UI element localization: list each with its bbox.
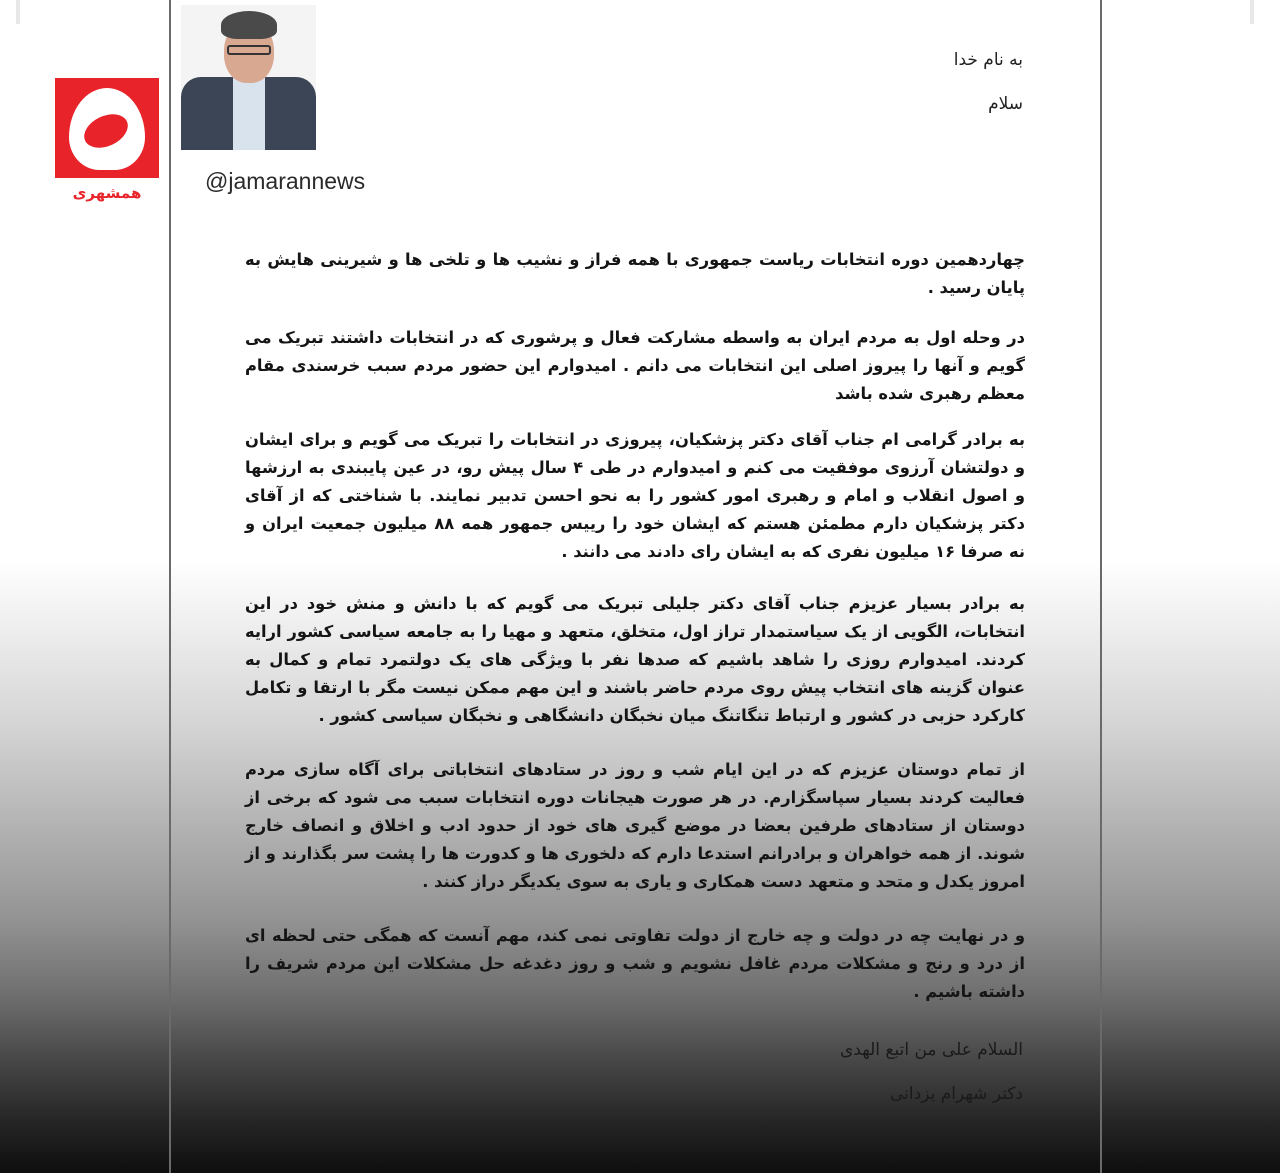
paragraph-text: به برادر بسیار عزیزم جناب آقای دکتر جلیلی تبریک می گویم که با دانش و منش خود در این انتخابات، الگویی از یک سیاستمدار تراز اول، متخلق، متعهد و مهیا را به جامعه سیاسی کشور ارایه کردند. امیدوارم روزی را شاهد باشیم که صدها نفر با ویژگی های یک دولتمرد تمام و کمال به عنوان گزینه های انتخاب پیش روی مردم حاضر باشند و این مهم ممکن نیست مگر با ارتقا و تکامل کارکرد حزبی در کشور و ارتباط تنگاتنگ میان نخبگان دانشگاهی و نخبگان سیاسی کشور . [245,594,1025,725]
edge-mark [16,0,20,24]
paragraph-text: به برادر گرامی ام جناب آقای دکتر پزشکیان، پیروزی در انتخابات را تبریک می گویم و برای ایشان و دولتشان آرزوی موفقیت می کنم و امیدوارم در طی ۴ سال پیش رو، در عین پایبندی به ارزشها و اصول انقلاب و امام و رهبری امور کشور را به نحو احسن تدبیر نمایند. با شناختی که از آقای دکتر پزشکیان دارم مطمئن هستم که ایشان خود را رییس جمهور همه ۸۸ میلیون جمعیت ایران و نه صرفا ۱۶ میلیون نفری که به ایشان رای دادند می دانند . [245,430,1026,561]
edge-mark [1250,0,1254,24]
photo-glasses [227,45,271,55]
letter-closing: السلام علی من اتبع الهدی [840,1040,1023,1060]
social-handle: @jamarannews [205,168,366,194]
letter-signature: دکتر شهرام یزدانی [890,1084,1023,1104]
letter-paragraph [245,246,1025,302]
letter-paragraph [245,426,1025,566]
page-border-right [1100,0,1102,1173]
letter-paragraph [245,324,1025,408]
logo-brand-text: همشهری [72,184,142,202]
letter-paragraph [245,756,1025,896]
paragraph-text: و در نهایت چه در دولت و چه خارج از دولت تفاوتی نمی کند، مهم آنست که همگی حتی لحظه ای از درد و رنج و مشکلات مردم غافل نشویم و شب و روز دغدغه حل مشکلات این مردم شریف را داشته باشیم . [245,926,1025,1001]
paragraph-text: از تمام دوستان عزیزم که در این ایام شب و روز در ستادهای انتخاباتی برای آگاه سازی مردم فعالیت کردند بسیار سپاسگزارم. در هر صورت هیجانات دوره انتخابات سبب می شود که برخی از دوستان از ستادهای طرفین بعضا در موضع گیری های خود از حدود ادب و اخلاق و انصاف خارج شوند. از همه خواهران و برادرانم استدعا دارم که دلخوری ها و کدورت ها را پشت سر بگذارند و از امروز یکدل و متحد و متعهد دست همکاری و یاری به سوی یکدیگر دراز کنند . [245,760,1025,891]
page-border-left [169,0,171,1173]
letter-salutation: سلام [988,94,1023,114]
letter-opening: به نام خدا [953,50,1023,70]
hamshahri-logo [55,78,159,204]
photo-shirt [233,77,265,150]
author-photo [181,5,316,150]
paragraph-text: چهاردهمین دوره انتخابات ریاست جمهوری با همه فراز و نشیب ها و تلخی ها و شیرینی هایش به پایان رسید . [245,250,1025,297]
photo-hair [221,11,277,39]
paragraph-text: در وحله اول به مردم ایران به واسطه مشارکت فعال و پرشوری که در انتخابات داشتند تبریک می گویم و آنها را پیروز اصلی این انتخابات می دانم . امیدوارم این حضور مردم سبب خرسندی مقام معظم رهبری شده باشد [245,328,1025,403]
letter-paragraph [245,922,1025,1006]
letter-paragraph [245,590,1025,730]
